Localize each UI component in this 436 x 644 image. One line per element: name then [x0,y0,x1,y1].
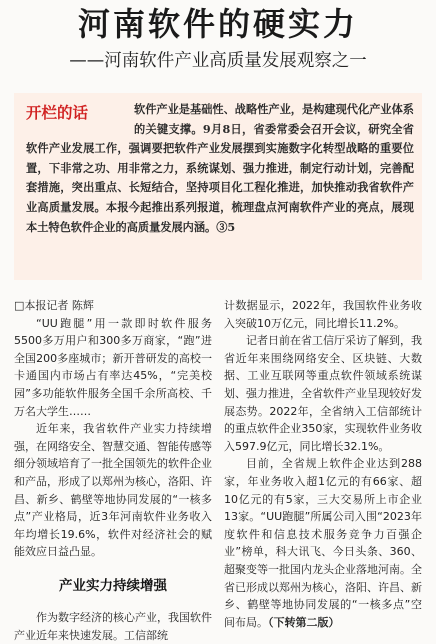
subheadline: ——河南软件产业高质量发展观察之一 [69,51,367,71]
section-heading: 产业实力持续增强 [59,577,167,594]
editor-note-text [26,100,414,237]
article-paragraph: 计数据显示，2022年，我国软件业务收入突破10万亿元，同比增长11.2%。 [224,299,422,330]
headline: 河南软件的硬实力 [77,5,358,43]
editor-note-body: 软件产业是基础性、战略性产业，是构建现代化产业体系的关键支撑。9月8日，省委常委会召开会议，研究全省软件产业发展工作，强调要把软件产业发展摆到实施数字化转型战略的重要位置，下非常之功、用非常之力，系统谋划、强力推进，制定行动计划，完善配套措施，突出重点、长短结合，坚持项目化工程化推进，加快推动我省软件产业高质量发展。本报今起推出系列报道，梳理盘点河南软件产业的亮点，展现本土特色软件企业的高质量发展内涵。③5 [26,102,414,234]
article-paragraph: 近年来，我省软件产业实力持续增强，在网络安全、智慧交通、智能传感等细分领域培育了一批全国领先的软件企业和产品，形成了以郑州为核心，洛阳、许昌、新乡、鹤壁等地协同发展的“一核多点”产业格局，近3年河南软件业务收入年均增长19.6%，软件对经济社会的赋能效应日益凸显。 [14,422,212,559]
editor-note-box [14,93,422,280]
article-paragraph: “UU跑腿”用一款即时软件服务5500多万用户和300多万商家，“跑”进全国200多座城市；新开普研发的高校一卡通国内市场占有率达45%，“完美校园”多功能软件服务全国千余所高校、千万名大学生…… [14,316,212,418]
article-paragraph: 作为数字经济的核心产业，我国软件产业近年来快速发展。工信部统 [14,610,212,642]
article-paragraph [224,455,422,631]
article-left-column [14,297,212,644]
article-paragraph: 记者日前在省工信厅采访了解到，我省近年来围绕网络安全、区块链、大数据、工业互联网等重点软件领域系统谋划、强力推进，全省软件产业呈现较好发展态势。2022年，全省纳入工信部统计的重点软件企业350家，实现软件业务收入597.9亿元，同比增长32.1%。 [224,334,422,453]
reporter-byline: □本报记者 陈辉 [14,299,94,312]
editor-note-tag: 开栏的话 [26,104,89,122]
continued-note: （下转第二版） [268,615,340,629]
article-right-column [224,297,422,631]
article-paragraph-text: 目前，全省规上软件企业达到288家，年业务收入超1亿元的有66家、超10亿元的有5家，三大交易所上市企业13家。“UU跑腿”所属公司入围“2023年度软件和信息技术服务竞争力百强企业”榜单，科大讯飞、今日头条、360、超聚变等一批国内龙头企业落地河南。全省已形成以郑州为核心，洛阳、许昌、新乡、鹤壁等地协同发展的“一核多点”空间布局。 [224,457,422,629]
